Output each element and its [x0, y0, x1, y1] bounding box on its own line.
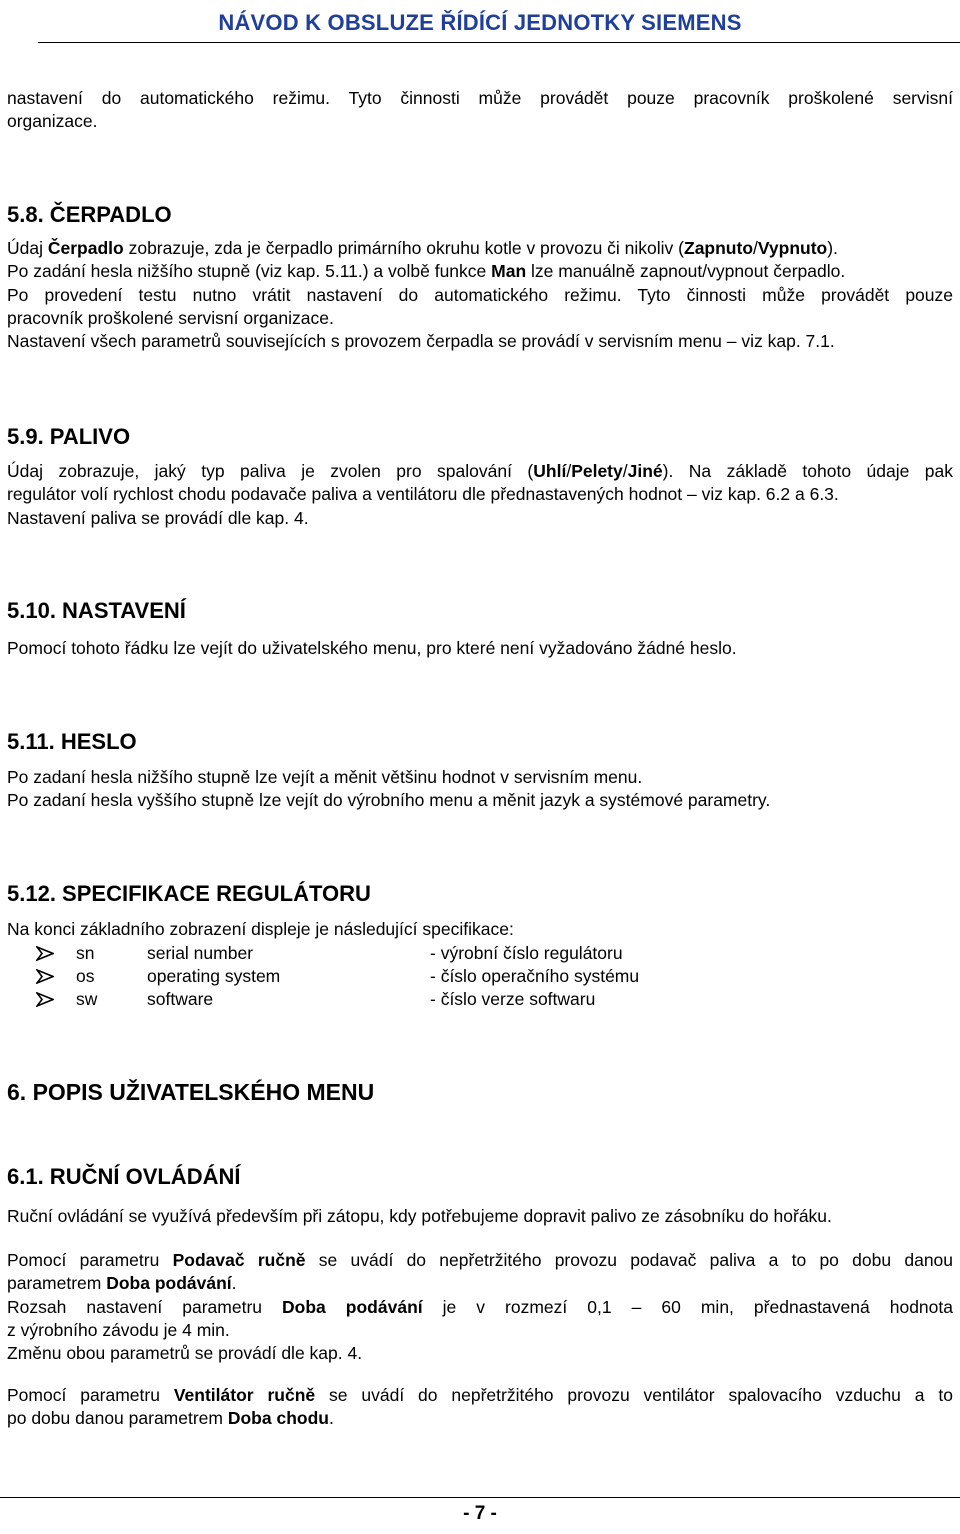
spec-abbreviation: sw: [76, 989, 98, 1009]
text-line: Údaj Čerpadlo zobrazuje, zda je čerpadlo primárního okruhu kotle v provozu či nikoliv (Zapnuto/Vypnuto).: [7, 238, 838, 258]
text-line: regulátor volí rychlost chodu podavače paliva a ventilátoru dle přednastavených hodnot – viz kap. 6.2 a 6.3.: [7, 484, 839, 505]
section-5-11-body: [7, 766, 953, 813]
section-6-1-paragraph-2: [7, 1249, 953, 1365]
spec-abbreviation: sn: [76, 943, 95, 963]
intro-line: nastavení do automatického režimu. Tyto činnosti může provádět pouze pracovník proškolené servisní: [7, 88, 953, 108]
intro-paragraph: [7, 87, 953, 134]
text-line: Údaj zobrazuje, jaký typ paliva je zvolen pro spalování (Uhlí/Pelety/Jiné). Na základě tohoto údaje pak: [7, 461, 953, 481]
section-6-1-paragraph-1: [7, 1205, 953, 1228]
section-heading-5-10: 5.10. NASTAVENÍ: [7, 598, 186, 623]
text-line: Po zadaní hesla vyššího stupně lze vejít do výrobního menu a měnit jazyk a systémové parametry.: [7, 790, 771, 811]
spec-description: - výrobní číslo regulátoru: [430, 943, 623, 963]
section-heading-5-12: 5.12. SPECIFIKACE REGULÁTORU: [7, 881, 371, 906]
intro-line: organizace.: [7, 111, 98, 132]
spec-description: - číslo verze softwaru: [430, 989, 596, 1009]
section-5-10-body: [7, 637, 953, 660]
specification-list: [0, 942, 960, 1014]
chapter-heading-6: 6. POPIS UŽIVATELSKÉHO MENU: [7, 1079, 375, 1105]
text-line: Pomocí parametru Ventilátor ručně se uvádí do nepřetržitého provozu ventilátor spalovacího vzduchu a to: [7, 1385, 953, 1405]
text-line: Nastavení paliva se provádí dle kap. 4.: [7, 507, 309, 528]
section-heading-5-8: 5.8. ČERPADLO: [7, 202, 172, 227]
spec-full-name: serial number: [147, 943, 254, 963]
text-line: Po zadaní hesla nižšího stupně lze vejít a měnit většinu hodnot v servisním menu.: [7, 767, 643, 787]
header-divider: [38, 42, 960, 43]
section-5-9-body: [7, 460, 953, 530]
arrow-bullet-icon: [36, 969, 54, 984]
spec-full-name: software: [147, 989, 214, 1009]
spec-abbreviation: os: [76, 966, 95, 986]
text-line: Nastavení všech parametrů souvisejících s provozem čerpadla se provádí v servisním menu – viz kap. 7.1.: [7, 331, 835, 352]
section-heading-5-9: 5.9. PALIVO: [7, 424, 131, 449]
section-heading-6-1: 6.1. RUČNÍ OVLÁDÁNÍ: [7, 1164, 241, 1189]
section-heading-5-11: 5.11. HESLO: [7, 729, 137, 754]
text-line: pracovník proškolené servisní organizace.: [7, 307, 334, 328]
text-line: z výrobního závodu je 4 min.: [7, 1319, 230, 1340]
text-line: parametrem Doba podávání.: [7, 1273, 237, 1294]
text-line: Po zadání hesla nižšího stupně (viz kap. 5.11.) a volbě funkce Man lze manuálně zapnout/vypnout čerpadlo.: [7, 261, 846, 282]
text-line: po dobu danou parametrem Doba chodu.: [7, 1408, 334, 1429]
page-number: - 7 -: [463, 1503, 497, 1524]
spec-description: - číslo operačního systému: [430, 966, 640, 986]
spec-full-name: operating system: [147, 966, 281, 986]
section-5-8-body: [7, 237, 953, 353]
section-5-12-intro: Na konci základního zobrazení displeje je následující specifikace:: [7, 919, 514, 939]
section-6-1-paragraph-3: [7, 1384, 953, 1431]
arrow-bullet-icon: [36, 992, 54, 1007]
text-line: Po provedení testu nutno vrátit nastavení do automatického režimu. Tyto činnosti může provádět pouze: [7, 284, 953, 305]
text-line: Pomocí tohoto řádku lze vejít do uživatelského menu, pro které není vyžadováno žádné heslo.: [7, 638, 737, 658]
arrow-bullet-icon: [36, 946, 54, 961]
document-title: NÁVOD K OBSLUZE ŘÍDÍCÍ JEDNOTKY SIEMENS: [218, 10, 742, 35]
text-line: Rozsah nastavení parametru Doba podávání je v rozmezí 0,1 – 60 min, přednastavená hodnota: [7, 1296, 953, 1317]
text-line: Změnu obou parametrů se provádí dle kap. 4.: [7, 1343, 363, 1364]
text-line: Pomocí parametru Podavač ručně se uvádí do nepřetržitého provozu podavač paliva a to po dobu danou: [7, 1250, 954, 1270]
text-line: Ruční ovládání se využívá především při zátopu, kdy potřebujeme dopravit palivo ze zásobníku do hořáku.: [7, 1206, 832, 1226]
footer-divider: [0, 1497, 960, 1498]
